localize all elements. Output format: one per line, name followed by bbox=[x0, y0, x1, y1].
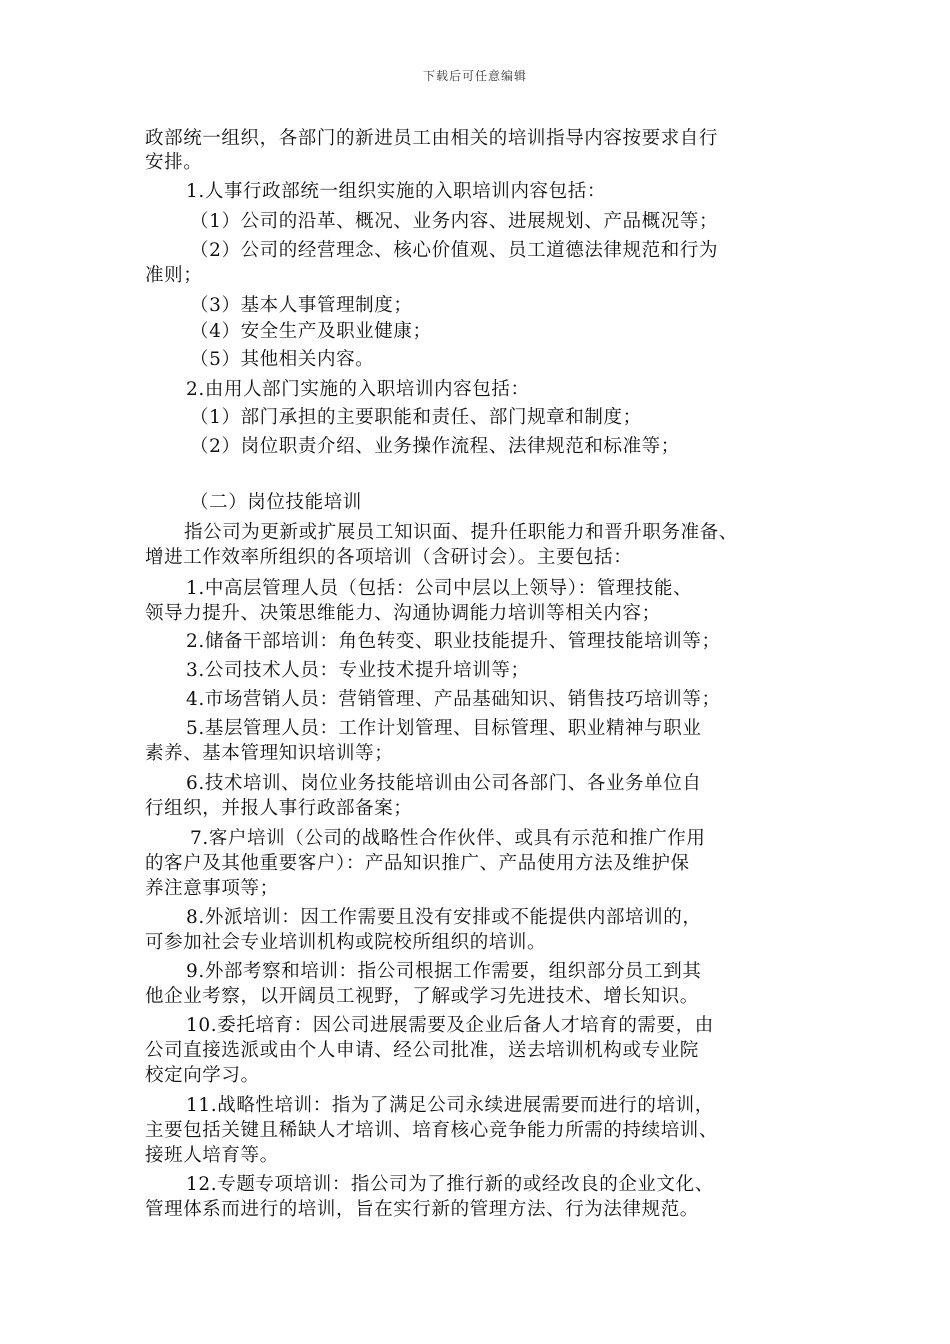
paragraph-line: 2.储备干部培训：角色转变、职业技能提升、管理技能培训等； bbox=[186, 631, 721, 652]
paragraph-line: （1）公司的沿革、概况、业务内容、进展规划、产品概况等； bbox=[190, 211, 719, 232]
paragraph-line: 8.外派培训：因工作需要且没有安排或不能提供内部培训的， bbox=[186, 907, 702, 928]
paragraph-line: 素养、基本管理知识培训等； bbox=[145, 743, 394, 764]
paragraph-line: 2.由用人部门实施的入职培训内容包括： bbox=[186, 379, 530, 400]
paragraph-line: 可参加社会专业培训机构或院校所组织的培训。 bbox=[145, 932, 547, 953]
paragraph-line: 3.公司技术人员：专业技术提升培训等； bbox=[186, 660, 530, 681]
paragraph-line: 公司直接选派或由个人申请、经公司批准，送去培训机构或专业院 bbox=[145, 1040, 699, 1061]
paragraph-line: 管理体系而进行的培训，旨在实行新的管理方法、行为法律规范。 bbox=[145, 1199, 699, 1220]
paragraph-line: 养注意事项等； bbox=[145, 878, 279, 899]
paragraph-line: 1.人事行政部统一组织实施的入职培训内容包括： bbox=[186, 181, 606, 202]
paragraph-line: 行组织，并报人事行政部备案； bbox=[145, 798, 413, 819]
paragraph-line: （3）基本人事管理制度； bbox=[190, 295, 413, 316]
paragraph-line: 指公司为更新或扩展员工知识面、提升任职能力和晋升职务准备、 bbox=[184, 522, 738, 543]
paragraph-line: 准则； bbox=[145, 265, 203, 286]
paragraph-line: （2）岗位职责介绍、业务操作流程、法律规范和标准等； bbox=[190, 436, 680, 457]
paragraph-line: 9.外部考察和培训：指公司根据工作需要，组织部分员工到其 bbox=[186, 961, 702, 982]
paragraph-line: 校定向学习。 bbox=[145, 1065, 260, 1086]
paragraph-line: 1.中高层管理人员（包括：公司中层以上领导）：管理技能、 bbox=[186, 578, 693, 599]
paragraph-line: 的客户及其他重要客户）：产品知识推广、产品使用方法及维护保 bbox=[145, 853, 690, 874]
paragraph-line: 主要包括关键且稀缺人才培训、培育核心竞争能力所需的持续培训、 bbox=[145, 1120, 719, 1141]
paragraph-line: 12.专题专项培训：指公司为了推行新的或经改良的企业文化、 bbox=[186, 1174, 714, 1195]
paragraph-line: （5）其他相关内容。 bbox=[190, 349, 375, 370]
paragraph-line: （2）公司的经营理念、核心价值观、员工道德法律规范和行为 bbox=[190, 240, 719, 261]
paragraph-line: （1）部门承担的主要职能和责任、部门规章和制度； bbox=[190, 407, 642, 428]
section-heading: （二）岗位技能培训 bbox=[190, 492, 362, 513]
paragraph-line: 接班人培育等。 bbox=[145, 1145, 279, 1166]
page-header: 下载后可任意编辑 bbox=[422, 69, 527, 83]
paragraph-line: 他企业考察，以开阔员工视野，了解或学习先进技术、增长知识。 bbox=[145, 986, 699, 1007]
paragraph-line: 6.技术培训、岗位业务技能培训由公司各部门、各业务单位自 bbox=[186, 773, 702, 794]
paragraph-line: （4）安全生产及职业健康； bbox=[190, 321, 432, 342]
paragraph-line: 安排。 bbox=[145, 152, 203, 173]
paragraph-line: 11.战略性培训：指为了满足公司永续进展需要而进行的培训， bbox=[186, 1095, 714, 1116]
paragraph-line: 10.委托培育：因公司进展需要及企业后备人才培育的需要，由 bbox=[186, 1015, 714, 1036]
paragraph-line: 领导力提升、决策思维能力、沟通协调能力培训等相关内容； bbox=[145, 603, 661, 624]
paragraph-line: 5.基层管理人员：工作计划管理、目标管理、职业精神与职业 bbox=[186, 718, 702, 739]
paragraph-line: 7.客户培训（公司的战略性合作伙伴、或具有示范和推广作用 bbox=[190, 828, 706, 849]
paragraph-line: 政部统一组织，各部门的新进员工由相关的培训指导内容按要求自行 bbox=[145, 128, 719, 149]
paragraph-line: 4.市场营销人员：营销管理、产品基础知识、销售技巧培训等； bbox=[186, 689, 721, 710]
paragraph-line: 增进工作效率所组织的各项培训（含研讨会）。主要包括： bbox=[145, 547, 633, 568]
